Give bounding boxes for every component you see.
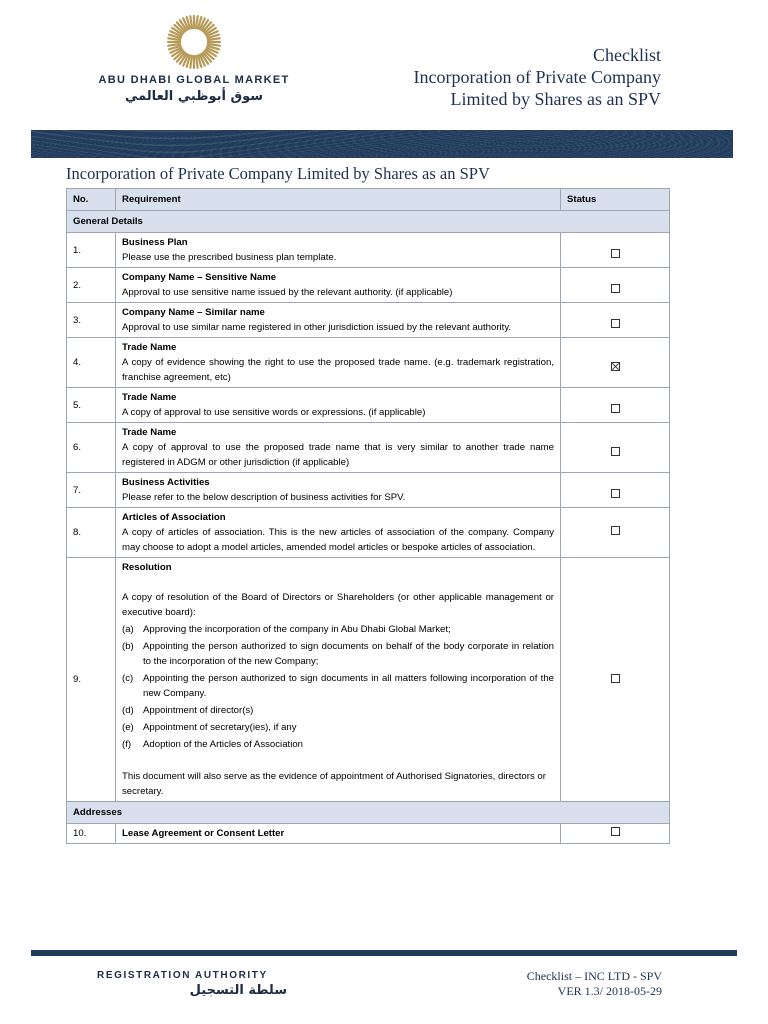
header-status: Status [561,189,670,211]
resolution-item [122,737,554,752]
resolution-items-list [122,622,554,752]
row-status [561,338,670,388]
status-checkbox[interactable] [611,674,620,683]
title-line-2: Incorporation of Private Company [413,67,661,87]
status-checkbox[interactable] [611,404,620,413]
row-number: 3. [67,303,116,338]
requirement-title: Articles of Association [122,512,226,523]
resolution-item [122,703,554,718]
row-requirement [116,338,561,388]
row-number: 5. [67,388,116,423]
requirement-title: Company Name – Sensitive Name [122,272,277,283]
requirement-title: Lease Agreement or Consent Letter [122,828,285,839]
row-requirement [116,508,561,558]
registration-authority-logo [97,970,287,998]
row-status [561,233,670,268]
title-line-3: Limited by Shares as an SPV [450,89,661,109]
table-header-row [67,189,670,211]
item-text: Adoption of the Articles of Association [143,739,303,750]
row-number: 8. [67,508,116,558]
section-label-general: General Details [67,211,670,233]
item-marker: (a) [122,624,134,635]
row-number: 7. [67,473,116,508]
sunburst-logo-icon [166,14,222,70]
item-text: Appointing the person authorized to sign documents in all matters following incorporation of the new Company. [143,673,554,699]
authority-name-english: REGISTRATION AUTHORITY [97,970,268,981]
row-status [561,268,670,303]
row-number: 6. [67,423,116,473]
section-label-addresses: Addresses [67,802,670,824]
requirement-description: Approval to use similar name registered in other jurisdiction issued by the relevant authority. [122,322,512,333]
requirement-description: A copy of articles of association. This is the new articles of association of the company. Company may choose to adopt a model articles, amended model articles or bespoke articles of association. [122,527,554,553]
row-status [561,303,670,338]
resolution-item [122,622,554,637]
item-text: Appointing the person authorized to sign documents on behalf of the body corporate in relation to the incorporation of the new Company; [143,641,554,667]
requirement-rows [67,233,670,558]
decorative-wave-band [31,130,733,158]
document-title [414,44,661,110]
org-name-english: ABU DHABI GLOBAL MARKET [98,74,290,86]
row-number: 10. [67,824,116,844]
requirement-description: A copy of evidence showing the right to use the proposed trade name. (e.g. trademark registration, franchise agreement, etc) [122,357,554,383]
requirement-title: Business Activities [122,477,210,488]
header-no: No. [67,189,116,211]
item-marker: (b) [122,641,134,652]
row-requirement [116,558,561,802]
row-requirement [116,423,561,473]
row-number: 9. [67,558,116,802]
status-checkbox[interactable] [611,362,620,371]
document-reference: Checklist – INC LTD - SPV [526,969,662,983]
requirement-outro: This document will also serve as the evidence of appointment of Authorised Signatories, directors or secretary. [122,771,546,797]
item-marker: (f) [122,739,132,750]
requirement-description: A copy of approval to use sensitive words or expressions. (if applicable) [122,407,426,418]
row-number: 2. [67,268,116,303]
row-number: 1. [67,233,116,268]
org-name-arabic: سوق أبوظبي العالمي [124,89,264,104]
status-checkbox[interactable] [611,526,620,535]
requirement-title: Trade Name [122,427,177,438]
requirement-title: Trade Name [122,392,177,403]
resolution-item [122,671,554,701]
table-row-3 [67,303,670,338]
item-text: Appointment of director(s) [143,705,254,716]
status-checkbox[interactable] [611,319,620,328]
table-row-4 [67,338,670,388]
item-marker: (c) [122,673,134,684]
title-line-1: Checklist [593,45,661,65]
table-row-9 [67,558,670,802]
requirement-title: Resolution [122,562,172,573]
status-checkbox[interactable] [611,489,620,498]
row-number: 4. [67,338,116,388]
requirement-description: A copy of approval to use the proposed trade name that is very similar to another trade name registered in ADGM or other jurisdiction (if applicable) [122,442,554,468]
section-row-addresses [67,802,670,824]
row-requirement [116,268,561,303]
footer-rule [31,950,737,956]
status-checkbox[interactable] [611,284,620,293]
table-row-6 [67,423,670,473]
table-row-10 [67,824,670,844]
table-row-7 [67,473,670,508]
requirement-title: Trade Name [122,342,177,353]
status-checkbox[interactable] [611,447,620,456]
row-requirement [116,824,561,844]
table-row-2 [67,268,670,303]
resolution-item [122,720,554,735]
table-row-8 [67,508,670,558]
requirement-title: Company Name – Similar name [122,307,265,318]
status-checkbox[interactable] [611,827,620,836]
row-requirement [116,388,561,423]
requirement-title: Business Plan [122,237,188,248]
row-status [561,423,670,473]
item-text: Approving the incorporation of the company in Abu Dhabi Global Market; [143,624,451,635]
row-status [561,388,670,423]
requirement-intro: A copy of resolution of the Board of Directors or Shareholders (or other applicable management or executive board): [122,592,554,618]
row-status [561,824,670,844]
item-marker: (d) [122,705,134,716]
section-heading: Incorporation of Private Company Limited by Shares as an SPV [66,164,490,183]
section-row-general [67,211,670,233]
footer-reference [527,969,662,999]
row-requirement [116,233,561,268]
item-marker: (e) [122,722,134,733]
checklist-table [66,188,670,844]
row-requirement [116,473,561,508]
requirement-description: Please use the prescribed business plan template. [122,252,337,263]
resolution-item [122,639,554,669]
document-version: VER 1.3/ 2018-05-29 [557,984,662,998]
requirement-description: Please refer to the below description of business activities for SPV. [122,492,406,503]
row-status [561,558,670,802]
header-requirement: Requirement [116,189,561,211]
status-checkbox[interactable] [611,249,620,258]
item-text: Appointment of secretary(ies), if any [143,722,297,733]
requirement-description: Approval to use sensitive name issued by the relevant authority. (if applicable) [122,287,453,298]
table-row-5 [67,388,670,423]
authority-name-arabic: سلطة التسجيل [189,983,287,998]
row-status [561,508,670,558]
table-row-1 [67,233,670,268]
row-status [561,473,670,508]
row-requirement [116,303,561,338]
